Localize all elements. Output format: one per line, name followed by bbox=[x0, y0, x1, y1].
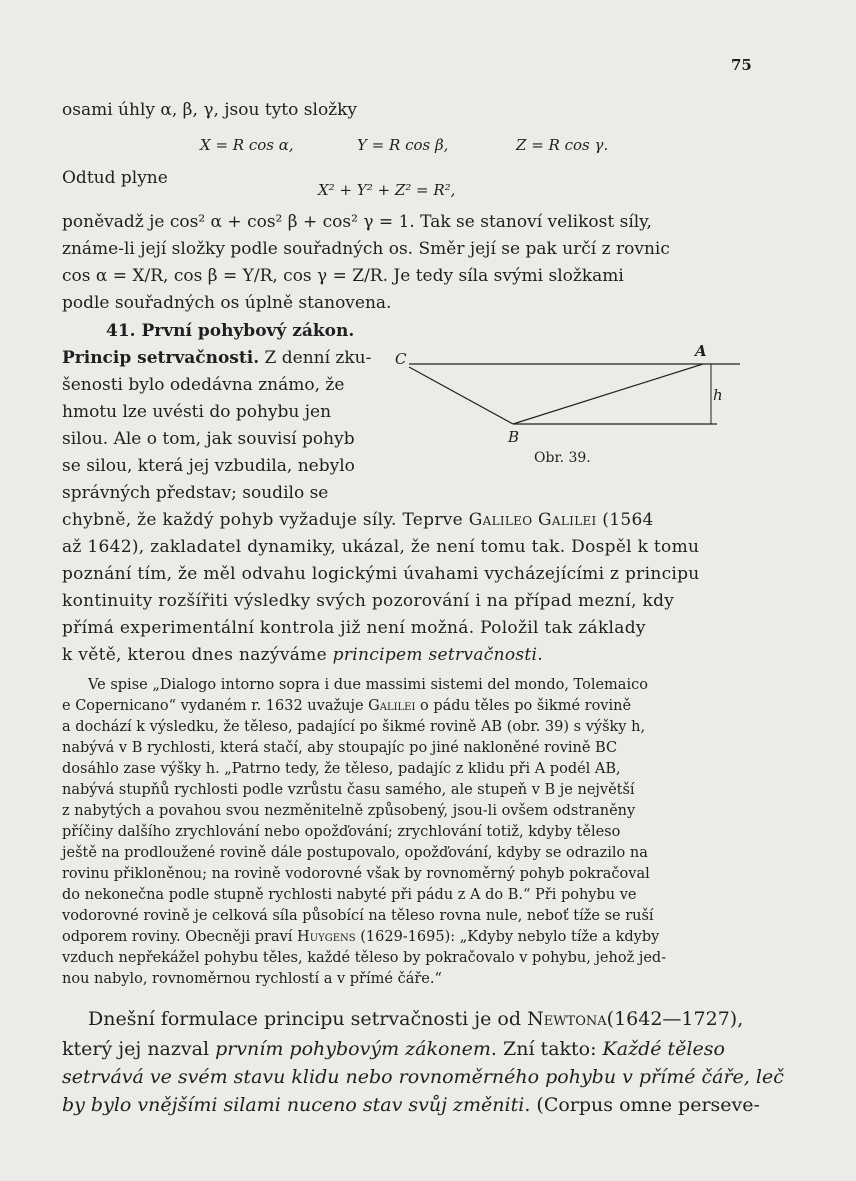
text-line: až 1642), zakladatel dynamiky, ukázal, že není tomu tak. Dospěl k tomu bbox=[62, 537, 700, 557]
name-newton: Newtona bbox=[527, 1008, 607, 1030]
text-line: silou. Ale o tom, jak souvisí pohyb bbox=[62, 429, 355, 449]
text-line bbox=[62, 509, 654, 531]
label-b: B bbox=[508, 428, 520, 446]
name-galileo: Galileo Galilei bbox=[468, 510, 597, 530]
text-fragment: chybně, že každý pohyb vyžaduje síly. Teprve bbox=[62, 510, 469, 530]
text-line: osami úhly α, β, γ, jsou tyto složky bbox=[62, 100, 358, 120]
text-line bbox=[62, 347, 371, 369]
text-line: známe-li její složky podle souřadných os. Směr její se pak určí z rovnic bbox=[62, 239, 670, 259]
text-line: poněvadž je cos² α + cos² β + cos² γ = 1. Tak se stanoví velikost síly, bbox=[62, 212, 652, 232]
law-statement: by bylo vnějšími silami nuceno stav svůj změniti. bbox=[62, 1094, 531, 1116]
text-fragment: (1642—1727), bbox=[606, 1008, 744, 1030]
text-fragment: který jej nazval bbox=[62, 1038, 216, 1060]
text-line: se silou, která jej vzbudila, nebylo bbox=[62, 456, 355, 476]
text-fragment: odporem roviny. Obecněji praví bbox=[62, 929, 298, 945]
name-galilei: Galilei bbox=[368, 698, 416, 714]
note-line: ještě na prodloužené rovině dále postupovalo, opožďování, kdyby se odrazilo na bbox=[62, 845, 648, 861]
note-line: z nabytých a povahou svou nezměnitelně způsobený, jsou-li ovšem odstraněny bbox=[62, 803, 636, 819]
text-line: Odtud plyne bbox=[62, 168, 168, 188]
term-first-law: prvním pohybovým zákonem bbox=[215, 1038, 491, 1060]
text-line bbox=[62, 1036, 725, 1062]
text-fragment: . Zní takto: bbox=[490, 1038, 603, 1060]
text-line: podle souřadných os úplně stanovena. bbox=[62, 293, 392, 313]
figure-caption: Obr. 39. bbox=[534, 450, 591, 466]
note-line: a dochází k výsledku, že těleso, padající po šikmé rovině AB (obr. 39) s výšky h, bbox=[62, 719, 646, 735]
text-line: cos α = X/R, cos β = Y/R, cos γ = Z/R. Je tedy síla svými složkami bbox=[62, 266, 624, 286]
equation-x: X = R cos α, bbox=[200, 136, 294, 154]
text-fragment: Z denní zku- bbox=[259, 348, 372, 368]
equation-y: Y = R cos β, bbox=[357, 136, 449, 154]
equation-z: Z = R cos γ. bbox=[516, 136, 609, 154]
note-line: do nekonečna podle stupně rychlosti nabyté při pádu z A do B.“ Při pohybu ve bbox=[62, 887, 637, 903]
text-line: poznání tím, že měl odvahu logickými úvahami vycházejícími z principu bbox=[62, 564, 700, 584]
term-principle: principem setrvačnosti. bbox=[332, 645, 543, 665]
text-fragment: (1629-1695): „Kdyby nebylo tíže a kdyby bbox=[355, 929, 660, 945]
page-number: 75 bbox=[731, 56, 752, 74]
law-statement: Každé těleso bbox=[602, 1038, 725, 1060]
text-fragment: k větě, kterou dnes nazýváme bbox=[62, 645, 333, 665]
label-h: h bbox=[713, 386, 723, 404]
text-line: hmotu lze uvésti do pohybu jen bbox=[62, 402, 332, 422]
note-line: nabývá v B rychlosti, která stačí, aby stoupajíc po jiné nakloněné rovině BC bbox=[62, 740, 618, 756]
note-line: nabývá stupňů rychlosti podle vzrůstu času samého, ale stupeň v B je největší bbox=[62, 782, 635, 798]
note-line: rovinu přikloněnou; na rovině vodorovné však by rovnoměrný pohyb pokračoval bbox=[62, 866, 650, 882]
text-fragment: o pádu těles po šikmé rovině bbox=[415, 698, 632, 714]
text-line: kontinuity rozšířiti výsledky svých pozorování i na případ mezní, kdy bbox=[62, 591, 675, 611]
note-line: nou nabylo, rovnoměrnou rychlostí a v přímé čáře.“ bbox=[62, 971, 442, 987]
note-line: vzduch nepřekážel pohybu těles, každé těleso by pokračovalo v pohybu, jehož jed- bbox=[62, 950, 667, 966]
label-a: A bbox=[695, 342, 707, 360]
text-line: přímá experimentální kontrola již není možná. Položil tak základy bbox=[62, 618, 646, 638]
text-line bbox=[62, 644, 543, 666]
plane-ab bbox=[513, 364, 703, 424]
text-fragment: e Copernicano“ vydaném r. 1632 uvažuje bbox=[62, 698, 369, 714]
note-line: Ve spise „Dialogo intorno sopra i due massimi sistemi del mondo, Tolemaico bbox=[88, 677, 648, 693]
equation-sum: X² + Y² + Z² = R², bbox=[318, 181, 456, 199]
note-line: příčiny dalšího zrychlování nebo opožďování; zrychlování totiž, kdyby těleso bbox=[62, 824, 621, 840]
note-line: dosáhlo zase výšky h. „Patrno tedy, že těleso, padajíc z klidu při A podél AB, bbox=[62, 761, 621, 777]
text-line: správných představ; soudilo se bbox=[62, 483, 329, 503]
note-line: vodorovné rovině je celková síla působící na těleso rovna nule, neboť tíže se ruší bbox=[62, 908, 654, 924]
name-huygens: Huygens bbox=[297, 929, 356, 945]
section-heading: 41. První pohybový zákon. bbox=[106, 321, 355, 341]
text-fragment: Dnešní formulace principu setrvačnosti je od bbox=[88, 1008, 528, 1030]
label-c: C bbox=[395, 350, 407, 368]
plane-bc bbox=[409, 367, 513, 424]
subsection-heading: Princip setrvačnosti. bbox=[62, 348, 260, 368]
note-line bbox=[62, 696, 631, 716]
text-line bbox=[62, 1092, 760, 1118]
note-line bbox=[62, 927, 659, 947]
text-fragment: (1564 bbox=[596, 510, 654, 530]
law-statement-line: setrvává ve svém stavu klidu nebo rovnoměrného pohybu v přímé čáře, leč bbox=[62, 1066, 784, 1088]
text-line bbox=[88, 1006, 743, 1032]
text-line: šenosti bylo odedávna známo, že bbox=[62, 375, 345, 395]
text-fragment: (Corpus omne perseve- bbox=[530, 1094, 760, 1116]
